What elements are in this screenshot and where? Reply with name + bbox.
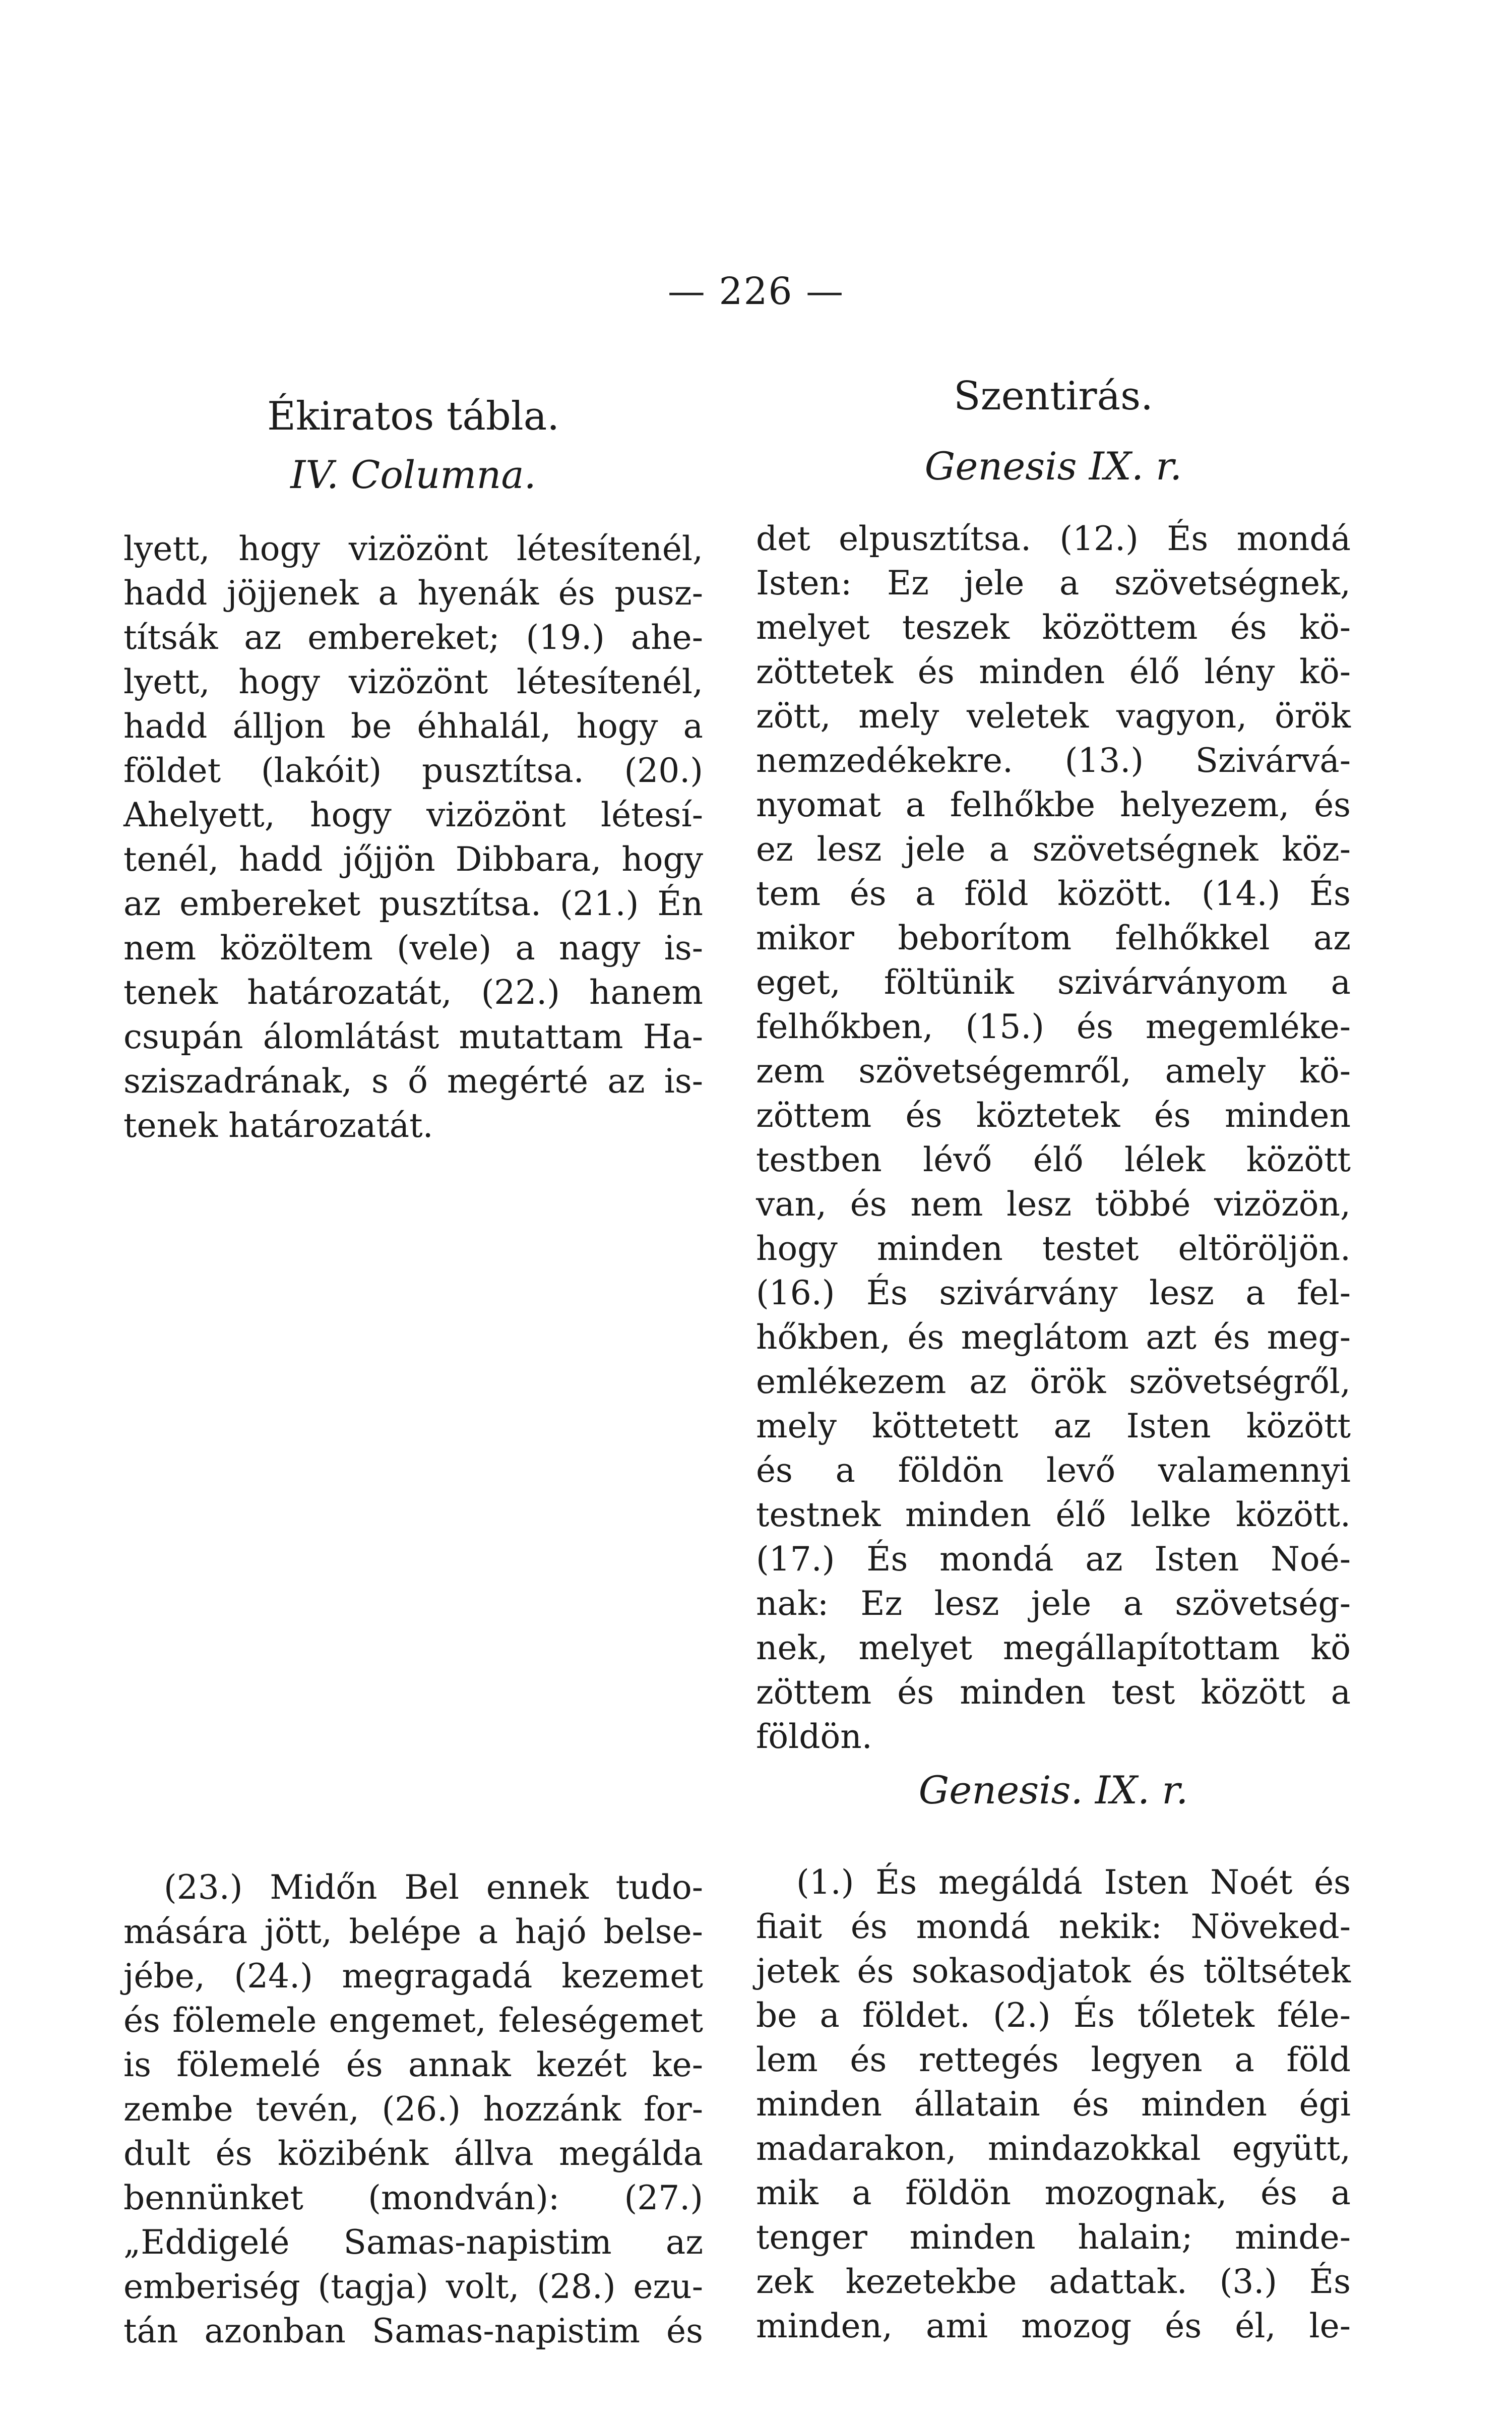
text-line: zöttem és minden test között a xyxy=(756,1673,1351,1712)
text-line: nemzedékekre. (13.) Szivárvá- xyxy=(756,741,1351,780)
text-line: bennünket (mondván): (27.) xyxy=(123,2179,703,2217)
text-line: madarakon, mindazokkal együtt, xyxy=(756,2129,1351,2168)
text-line: csupán álomlátást mutattam Ha- xyxy=(123,1017,703,1056)
text-line: det elpusztítsa. (12.) És mondá xyxy=(756,519,1351,558)
text-line: zöttetek és minden élő lény kö- xyxy=(756,652,1351,691)
text-line: hőkben, és meglátom azt és meg- xyxy=(756,1318,1351,1357)
text-line: tán azonban Samas-napistim és xyxy=(123,2312,703,2350)
text-line: testben lévő élő lélek között xyxy=(756,1140,1351,1179)
text-line: eget, föltünik szivárványom a xyxy=(756,963,1351,1002)
text-line: tenger minden halain; minde- xyxy=(756,2218,1351,2257)
right-paragraph-1 xyxy=(756,517,1351,1759)
text-line: hogy minden testet eltöröljön. xyxy=(756,1229,1351,1268)
left-column-header xyxy=(123,393,703,498)
text-line: mására jött, belépe a hajó belse- xyxy=(123,1912,703,1951)
text-line: zöttem és köztetek és minden xyxy=(756,1096,1351,1135)
text-line: lyett, hogy vizözönt létesítenél, xyxy=(123,529,703,568)
right-column-header xyxy=(756,373,1351,489)
text-line: zem szövetségemről, amely kö- xyxy=(756,1052,1351,1091)
text-line: is fölemelé és annak kezét ke- xyxy=(123,2045,703,2084)
text-line: títsák az embereket; (19.) ahe- xyxy=(123,618,703,657)
text-line: (1.) És megáldá Isten Noét és xyxy=(796,1863,1351,1902)
left-subheading: IV. Columna. xyxy=(290,452,536,497)
right-subheading-1: Genesis IX. r. xyxy=(924,443,1182,489)
text-line: be a földet. (2.) És tőletek féle- xyxy=(756,1996,1351,2035)
text-line: melyet teszek közöttem és kö- xyxy=(756,608,1351,647)
text-line: zembe tevén, (26.) hozzánk for- xyxy=(123,2090,703,2129)
text-line: tenél, hadd jőjjön Dibbara, hogy xyxy=(123,840,703,879)
text-line: zek kezetekbe adattak. (3.) És xyxy=(756,2262,1351,2301)
text-line: (23.) Midőn Bel ennek tudo- xyxy=(164,1868,703,1907)
text-line: felhőkben, (15.) és megemléke- xyxy=(756,1007,1351,1046)
right-paragraph-2 xyxy=(756,1860,1351,2348)
text-line: minden állatain és minden égi xyxy=(756,2085,1351,2124)
page-number: — 226 — xyxy=(667,270,845,313)
text-line: hadd álljon be éhhalál, hogy a xyxy=(123,707,703,746)
text-line: lyett, hogy vizözönt létesítenél, xyxy=(123,662,703,701)
text-line: dult és közibénk állva megálda xyxy=(123,2134,703,2173)
right-subheading-2: Genesis. IX. r. xyxy=(918,1768,1188,1812)
text-line: (17.) És mondá az Isten Noé- xyxy=(756,1540,1351,1579)
text-line: lem és rettegés legyen a föld xyxy=(756,2040,1351,2079)
left-paragraph-1 xyxy=(123,527,703,1148)
text-line: földet (lakóit) pusztítsa. (20.) xyxy=(123,751,703,790)
text-line: zött, mely veletek vagyon, örök xyxy=(756,697,1351,736)
text-line: (16.) És szivárvány lesz a fel- xyxy=(756,1274,1351,1312)
text-line: jébe, (24.) megragadá kezemet xyxy=(123,1957,703,1995)
text-line: nyomat a felhőkbe helyezem, és xyxy=(756,785,1351,824)
text-line: földön. xyxy=(756,1717,872,1756)
text-line: fiait és mondá nekik: Növeked- xyxy=(756,1907,1351,1946)
text-line: az embereket pusztítsa. (21.) Én xyxy=(123,884,703,923)
text-line: hadd jöjjenek a hyenák és pusz- xyxy=(123,574,703,613)
text-line: Isten: Ez jele a szövetségnek, xyxy=(756,564,1351,602)
text-line: nem közöltem (vele) a nagy is- xyxy=(123,929,703,967)
text-line: mik a földön mozognak, és a xyxy=(756,2173,1351,2212)
text-line: és fölemele engemet, feleségemet xyxy=(123,2001,703,2040)
text-line: tem és a föld között. (14.) És xyxy=(756,874,1351,913)
text-line: tenek határozatát, (22.) hanem xyxy=(123,973,703,1012)
text-line: tenek határozatát. xyxy=(123,1106,433,1145)
text-line: jetek és sokasodjatok és töltsétek xyxy=(756,1952,1351,1990)
text-line: mely köttetett az Isten között xyxy=(756,1407,1351,1445)
text-line: emberiség (tagja) volt, (28.) ezu- xyxy=(123,2267,703,2306)
left-paragraph-2 xyxy=(123,1865,703,2353)
text-line: ez lesz jele a szövetségnek köz- xyxy=(756,830,1351,869)
text-line: „Eddigelé Samas-napistim az xyxy=(123,2223,703,2262)
left-heading: Ékiratos tábla. xyxy=(267,394,560,439)
text-line: nek, melyet megállapítottam kö xyxy=(756,1628,1351,1667)
text-line: és a földön levő valamennyi xyxy=(756,1451,1351,1490)
text-line: minden, ami mozog és él, le- xyxy=(756,2307,1351,2345)
right-subheading-2-wrap xyxy=(756,1767,1351,1813)
right-heading: Szentirás. xyxy=(954,374,1153,419)
text-line: emlékezem az örök szövetségről, xyxy=(756,1362,1351,1401)
text-line: testnek minden élő lelke között. xyxy=(756,1495,1351,1534)
text-line: nak: Ez lesz jele a szövetség- xyxy=(756,1584,1351,1623)
text-line: mikor beborítom felhőkkel az xyxy=(756,919,1351,957)
text-line: Ahelyett, hogy vizözönt létesí- xyxy=(123,796,703,834)
text-line: sziszadrának, s ő megérté az is- xyxy=(123,1062,703,1101)
text-line: van, és nem lesz többé vizözön, xyxy=(756,1185,1351,1224)
